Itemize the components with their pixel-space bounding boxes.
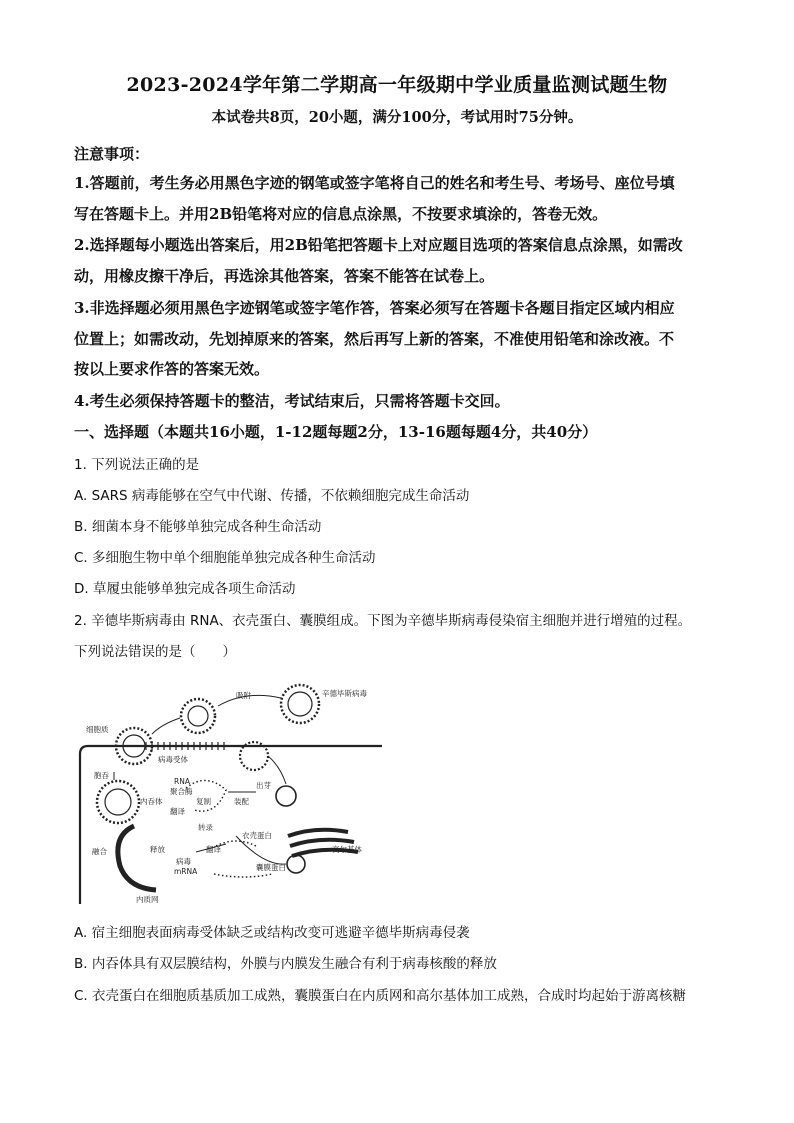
label-translation-2: 翻译 — [206, 845, 221, 854]
question-2-option-a: A. 宿主细胞表面病毒受体缺乏或结构改变可逃避辛德毕斯病毒侵袭 — [74, 925, 470, 941]
note-line: 位置上；如需改动，先划掉原来的答案，然后再写上新的答案，不准使用铅笔和涂改液。不 — [74, 330, 675, 348]
question-1-option-b: B. 细菌本身不能够单独完成各种生命活动 — [74, 519, 322, 535]
note-line: 写在答题卡上。并用2B铅笔将对应的信息点涂黑，不按要求填涂的，答卷无效。 — [74, 205, 608, 223]
label-receptor: 病毒受体 — [158, 755, 188, 764]
note-line: 2.选择题每小题选出答案后，用2B铅笔把答题卡上对应题目选项的答案信息点涂黑，如需改 — [74, 236, 683, 254]
section-heading: 一、选择题（本题共16小题，1-12题每题2分，13-16题每题4分，共40分） — [74, 423, 598, 441]
label-fusion: 融合 — [92, 847, 107, 856]
label-virus: 辛德毕斯病毒 — [322, 689, 367, 698]
note-line: 1.答题前，考生务必用黑色字迹的钢笔或签字笔将自己的姓名和考生号、考场号、座位号填 — [74, 174, 675, 192]
label-capsid: 衣壳蛋白 — [242, 831, 272, 840]
question-1-option-a: A. SARS 病毒能够在空气中代谢、传播，不依赖细胞完成生命活动 — [74, 488, 470, 504]
notes-heading: 注意事项： — [74, 145, 150, 163]
label-cytoplasm: 细胞质 — [86, 725, 109, 734]
label-budding: 出芽 — [256, 781, 271, 790]
label-rna-polymerase-2: 聚合酶 — [170, 787, 193, 796]
label-mrna: mRNA — [174, 867, 198, 876]
label-rna-polymerase: RNA — [174, 777, 190, 786]
virus-infection-diagram — [76, 676, 382, 906]
label-replication: 复制 — [196, 797, 211, 806]
label-er: 内质网 — [136, 895, 159, 904]
exam-title: 2023-2024学年第二学期高一年级期中学业质量监测试题生物 — [126, 74, 668, 96]
label-translation-1: 翻译 — [170, 807, 185, 816]
exam-subtitle: 本试卷共8页，20小题，满分100分，考试用时75分钟。 — [211, 109, 583, 126]
label-golgi: 高尔基体 — [332, 845, 362, 854]
question-2-stem-cont: 下列说法错误的是（ ） — [74, 644, 236, 660]
label-endocytosis: 胞吞 — [94, 771, 109, 780]
label-endosome: 内吞体 — [140, 797, 163, 806]
label-adsorb: 吸附 — [236, 691, 251, 700]
label-release: 释放 — [150, 845, 165, 854]
note-line: 按以上要求作答的答案无效。 — [74, 360, 270, 378]
question-2-option-b: B. 内吞体具有双层膜结构，外膜与内膜发生融合有利于病毒核酸的释放 — [74, 956, 497, 972]
label-envelope: 囊膜蛋白 — [256, 863, 286, 872]
question-1-option-d: D. 草履虫能够单独完成各项生命活动 — [74, 581, 296, 597]
question-1-option-c: C. 多细胞生物中单个细胞能单独完成各种生命活动 — [74, 550, 376, 566]
label-assembly: 装配 — [234, 797, 249, 806]
note-line: 动，用橡皮擦干净后，再选涂其他答案，答案不能答在试卷上。 — [74, 267, 495, 285]
note-line: 4.考生必须保持答题卡的整洁，考试结束后，只需将答题卡交回。 — [74, 392, 510, 410]
label-viral: 病毒 — [176, 857, 191, 866]
label-transcription: 转录 — [198, 823, 213, 832]
note-line: 3.非选择题必须用黑色字迹钢笔或签字笔作答，答案必须写在答题卡各题目指定区域内相应 — [74, 299, 675, 317]
question-2-option-c: C. 衣壳蛋白在细胞质基质加工成熟，囊膜蛋白在内质网和高尔基体加工成熟，合成时均起始于游离核糖 — [74, 988, 687, 1004]
question-1-stem: 1. 下列说法正确的是 — [74, 457, 200, 473]
question-2-stem: 2. 辛德毕斯病毒由 RNA、衣壳蛋白、囊膜组成。下图为辛德毕斯病毒侵染宿主细胞并进行增殖的过程。 — [74, 613, 692, 629]
